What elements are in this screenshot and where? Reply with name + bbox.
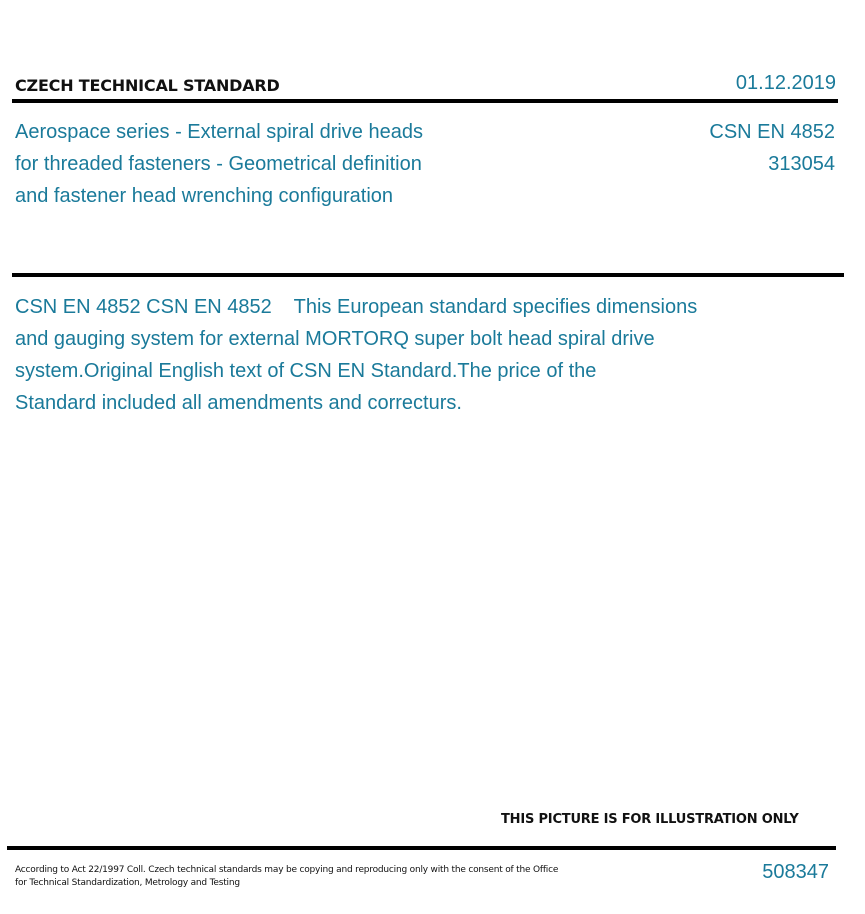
document-title-line: for threaded fasteners - Geometrical definition — [15, 153, 422, 175]
legal-notice-line: for Technical Standardization, Metrology and Testing — [15, 878, 240, 888]
abstract-text — [15, 291, 775, 419]
catalog-number: 313054 — [768, 153, 835, 175]
document-title — [15, 116, 475, 212]
standard-code: CSN EN 4852 — [709, 121, 835, 143]
abstract-line: CSN EN 4852 CSN EN 4852 This European standard specifies dimensions — [15, 296, 698, 318]
document-number: 508347 — [762, 861, 829, 883]
document-title-line: and fastener head wrenching configuration — [15, 185, 394, 207]
footer-divider — [7, 846, 836, 850]
legal-notice — [15, 864, 558, 890]
abstract-line: and gauging system for external MORTORQ super bolt head spiral drive — [15, 328, 655, 350]
title-divider — [12, 273, 844, 277]
document-title-line: Aerospace series - External spiral drive heads — [15, 121, 423, 143]
legal-notice-line: According to Act 22/1997 Coll. Czech technical standards may be copying and reproducing only with the consent of the Office — [15, 865, 559, 875]
standard-type-heading: CZECH TECHNICAL STANDARD — [15, 76, 280, 95]
publication-date: 01.12.2019 — [735, 72, 836, 94]
abstract-line: Standard included all amendments and correcturs. — [15, 392, 462, 414]
document-identifiers — [709, 116, 835, 180]
illustration-disclaimer: THIS PICTURE IS FOR ILLUSTRATION ONLY — [501, 812, 799, 827]
abstract-line: system.Original English text of CSN EN Standard.The price of the — [15, 360, 597, 382]
header-divider — [12, 99, 838, 103]
